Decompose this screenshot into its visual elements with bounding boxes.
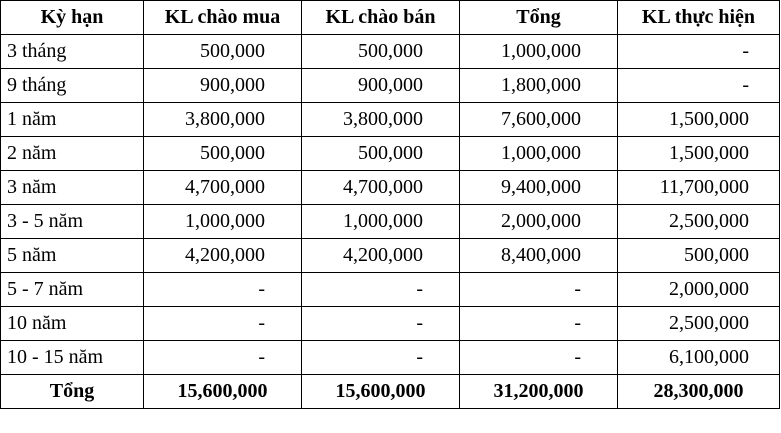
total-cell: 1,000,000 bbox=[460, 35, 618, 69]
executed-volume-cell: 1,500,000 bbox=[618, 137, 780, 171]
executed-volume-cell: 2,500,000 bbox=[618, 307, 780, 341]
executed-volume-cell: 6,100,000 bbox=[618, 341, 780, 375]
executed-volume-cell: 500,000 bbox=[618, 239, 780, 273]
total-cell: - bbox=[460, 307, 618, 341]
offer-volume-cell: - bbox=[302, 307, 460, 341]
term-cell: 3 năm bbox=[1, 171, 144, 205]
bid-volume-cell: 4,200,000 bbox=[144, 239, 302, 273]
table-row bbox=[1, 171, 780, 205]
bid-volume-cell: - bbox=[144, 273, 302, 307]
term-cell: 5 - 7 năm bbox=[1, 273, 144, 307]
bid-volume-cell: 900,000 bbox=[144, 69, 302, 103]
total-cell: 1,800,000 bbox=[460, 69, 618, 103]
bid-volume-cell: 4,700,000 bbox=[144, 171, 302, 205]
bid-volume-cell: 1,000,000 bbox=[144, 205, 302, 239]
table-row bbox=[1, 69, 780, 103]
offer-volume-cell: 500,000 bbox=[302, 137, 460, 171]
total-cell: 1,000,000 bbox=[460, 137, 618, 171]
executed-volume-cell: - bbox=[618, 35, 780, 69]
total-executed-volume: 28,300,000 bbox=[618, 375, 780, 409]
term-cell: 10 năm bbox=[1, 307, 144, 341]
term-cell: 3 tháng bbox=[1, 35, 144, 69]
total-cell: 2,000,000 bbox=[460, 205, 618, 239]
table-row bbox=[1, 307, 780, 341]
term-cell: 9 tháng bbox=[1, 69, 144, 103]
bid-volume-cell: - bbox=[144, 341, 302, 375]
table-row bbox=[1, 205, 780, 239]
offer-volume-cell: - bbox=[302, 341, 460, 375]
offer-volume-cell: 1,000,000 bbox=[302, 205, 460, 239]
offer-volume-cell: - bbox=[302, 273, 460, 307]
header-row bbox=[1, 1, 780, 35]
term-cell: 1 năm bbox=[1, 103, 144, 137]
table-row bbox=[1, 137, 780, 171]
total-cell: 9,400,000 bbox=[460, 171, 618, 205]
table-row bbox=[1, 273, 780, 307]
header-offer-volume: KL chào bán bbox=[302, 1, 460, 35]
executed-volume-cell: 11,700,000 bbox=[618, 171, 780, 205]
offer-volume-cell: 900,000 bbox=[302, 69, 460, 103]
bid-volume-cell: 500,000 bbox=[144, 35, 302, 69]
bid-volume-cell: 500,000 bbox=[144, 137, 302, 171]
total-cell: - bbox=[460, 341, 618, 375]
executed-volume-cell: - bbox=[618, 69, 780, 103]
total-row bbox=[1, 375, 780, 409]
offer-volume-cell: 500,000 bbox=[302, 35, 460, 69]
total-cell: 7,600,000 bbox=[460, 103, 618, 137]
total-offer-volume: 15,600,000 bbox=[302, 375, 460, 409]
table-row bbox=[1, 239, 780, 273]
total-cell: 8,400,000 bbox=[460, 239, 618, 273]
total-bid-volume: 15,600,000 bbox=[144, 375, 302, 409]
table-row bbox=[1, 341, 780, 375]
offer-volume-cell: 4,700,000 bbox=[302, 171, 460, 205]
bid-volume-cell: - bbox=[144, 307, 302, 341]
table-row bbox=[1, 103, 780, 137]
total-label: Tổng bbox=[1, 375, 144, 409]
header-total: Tổng bbox=[460, 1, 618, 35]
header-term: Kỳ hạn bbox=[1, 1, 144, 35]
executed-volume-cell: 2,500,000 bbox=[618, 205, 780, 239]
header-executed-volume: KL thực hiện bbox=[618, 1, 780, 35]
grand-total: 31,200,000 bbox=[460, 375, 618, 409]
header-bid-volume: KL chào mua bbox=[144, 1, 302, 35]
term-cell: 2 năm bbox=[1, 137, 144, 171]
offer-volume-cell: 4,200,000 bbox=[302, 239, 460, 273]
total-cell: - bbox=[460, 273, 618, 307]
bid-volume-cell: 3,800,000 bbox=[144, 103, 302, 137]
term-cell: 10 - 15 năm bbox=[1, 341, 144, 375]
term-cell: 3 - 5 năm bbox=[1, 205, 144, 239]
executed-volume-cell: 2,000,000 bbox=[618, 273, 780, 307]
offer-volume-cell: 3,800,000 bbox=[302, 103, 460, 137]
table-row bbox=[1, 35, 780, 69]
term-cell: 5 năm bbox=[1, 239, 144, 273]
executed-volume-cell: 1,500,000 bbox=[618, 103, 780, 137]
